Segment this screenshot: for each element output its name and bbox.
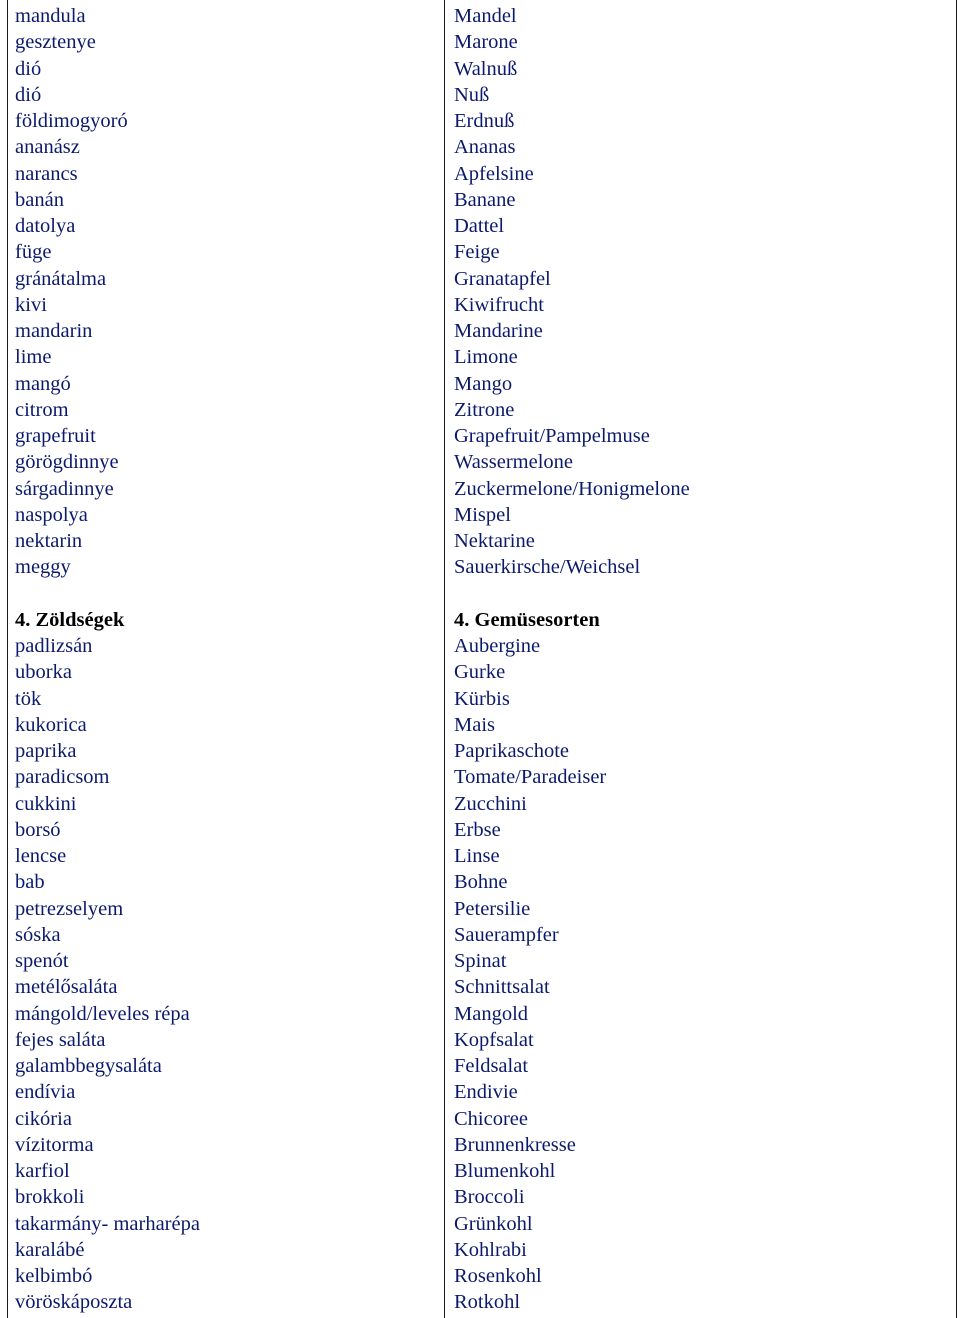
german-vegetable-item: Aubergine	[454, 635, 541, 657]
hungarian-vegetable-item: karfiol	[15, 1160, 70, 1182]
german-fruit-item: Dattel	[454, 215, 505, 237]
table-left-border	[7, 0, 8, 1318]
hungarian-fruit-item: naspolya	[15, 503, 88, 526]
german-fruit-item: Mandarine	[454, 320, 543, 342]
german-vegetable-item: Spinat	[454, 950, 507, 972]
hungarian-vegetable-item: metélősaláta	[15, 976, 118, 999]
german-vegetable-item: Tomate/Paradeiser	[454, 766, 607, 789]
german-fruit-item: Marone	[454, 31, 518, 54]
section-spacer	[454, 581, 690, 607]
hungarian-vegetable-item: padlizsán	[15, 635, 93, 657]
german-fruit-item: Apfelsine	[454, 162, 534, 185]
section-spacer	[15, 581, 200, 607]
hungarian-vegetable-item: endívia	[15, 1081, 76, 1104]
german-column	[454, 3, 690, 1316]
german-fruit-item: Erdnuß	[454, 110, 515, 132]
hungarian-vegetable-item: vízitorma	[15, 1133, 94, 1156]
german-fruit-item: Ananas	[454, 136, 516, 159]
german-vegetable-item: Erbse	[454, 818, 501, 841]
hungarian-vegetable-item: brokkoli	[15, 1186, 85, 1209]
hungarian-vegetable-item: sóska	[15, 923, 61, 946]
hungarian-fruit-item: görögdinnye	[15, 451, 119, 474]
hungarian-fruit-item: dió	[15, 57, 42, 80]
hungarian-vegetable-item: fejes saláta	[15, 1028, 106, 1051]
hungarian-fruit-item: lime	[15, 346, 52, 369]
german-vegetable-item: Feldsalat	[454, 1055, 529, 1077]
hungarian-vegetable-item: lencse	[15, 845, 67, 867]
hungarian-column	[15, 3, 200, 1316]
hungarian-fruit-item: meggy	[15, 556, 71, 579]
hungarian-vegetable-item: cikória	[15, 1107, 72, 1130]
german-fruit-item: Granatapfel	[454, 267, 551, 290]
hungarian-vegetable-item: paradicsom	[15, 766, 110, 789]
hungarian-fruit-item: citrom	[15, 398, 69, 421]
table-column-divider	[444, 0, 445, 1318]
german-fruit-item: Mandel	[454, 5, 517, 27]
hungarian-fruit-item: mandarin	[15, 320, 93, 342]
german-fruit-item: Wassermelone	[454, 451, 574, 474]
hungarian-vegetables-heading: 4. Zöldségek	[15, 608, 125, 631]
german-vegetable-item: Mangold	[454, 1002, 529, 1025]
german-vegetable-item: Petersilie	[454, 897, 531, 920]
german-vegetable-item: Kopfsalat	[454, 1028, 534, 1051]
hungarian-vegetable-item: kelbimbó	[15, 1265, 93, 1287]
german-vegetable-item: Schnittsalat	[454, 976, 550, 999]
hungarian-fruit-item: nektarin	[15, 530, 83, 552]
german-vegetable-item: Kohlrabi	[454, 1238, 527, 1261]
hungarian-vegetable-item: borsó	[15, 818, 61, 841]
german-vegetable-item: Paprikaschote	[454, 740, 569, 762]
hungarian-fruit-item: dió	[15, 83, 42, 106]
german-fruit-item: Nektarine	[454, 530, 535, 552]
hungarian-fruit-item: földimogyoró	[15, 110, 128, 132]
german-fruit-item: Kiwifrucht	[454, 293, 544, 316]
hungarian-vegetable-item: galambbegysaláta	[15, 1055, 162, 1077]
hungarian-vegetable-item: vöröskáposzta	[15, 1291, 133, 1314]
hungarian-vegetable-item: paprika	[15, 740, 77, 762]
german-fruit-item: Walnuß	[454, 57, 518, 80]
hungarian-vegetable-item: cukkini	[15, 792, 77, 815]
german-vegetable-item: Kürbis	[454, 687, 510, 710]
hungarian-fruit-item: mangó	[15, 372, 71, 395]
german-fruit-item: Grapefruit/Pampelmuse	[454, 425, 650, 447]
hungarian-fruit-item: datolya	[15, 215, 76, 237]
german-vegetables-heading: 4. Gemüsesorten	[454, 608, 600, 631]
hungarian-vegetable-item: karalábé	[15, 1238, 85, 1261]
hungarian-vegetable-item: tök	[15, 687, 42, 710]
german-fruit-item: Nuß	[454, 83, 490, 106]
hungarian-fruit-item: narancs	[15, 162, 78, 185]
hungarian-fruit-item: gesztenye	[15, 31, 96, 54]
german-vegetable-item: Gurke	[454, 661, 506, 684]
hungarian-fruit-item: sárgadinnye	[15, 477, 114, 500]
german-fruit-item: Zitrone	[454, 398, 515, 421]
table-right-border	[956, 0, 957, 1318]
hungarian-fruit-item: füge	[15, 241, 52, 264]
german-vegetable-item: Blumenkohl	[454, 1160, 556, 1182]
german-fruit-item: Mispel	[454, 503, 511, 526]
german-vegetable-item: Chicoree	[454, 1107, 528, 1130]
hungarian-vegetable-item: takarmány- marharépa	[15, 1212, 200, 1235]
german-fruit-item: Limone	[454, 346, 518, 369]
hungarian-fruit-item: ananász	[15, 136, 80, 159]
hungarian-vegetable-item: kukorica	[15, 713, 87, 736]
hungarian-vegetable-item: bab	[15, 871, 45, 894]
hungarian-vegetable-item: petrezselyem	[15, 897, 124, 920]
hungarian-vegetable-item: uborka	[15, 661, 72, 684]
german-vegetable-item: Brunnenkresse	[454, 1133, 576, 1156]
german-vegetable-item: Sauerampfer	[454, 923, 559, 946]
hungarian-fruit-item: gránátalma	[15, 267, 107, 290]
german-vegetable-item: Rotkohl	[454, 1291, 521, 1314]
hungarian-vegetable-item: mángold/leveles répa	[15, 1002, 190, 1025]
hungarian-vegetable-item: spenót	[15, 950, 69, 972]
german-vegetable-item: Broccoli	[454, 1186, 525, 1209]
hungarian-fruit-item: kivi	[15, 293, 47, 316]
german-vegetable-item: Zucchini	[454, 792, 527, 815]
hungarian-fruit-item: grapefruit	[15, 425, 96, 447]
hungarian-fruit-item: mandula	[15, 5, 86, 27]
german-vegetable-item: Mais	[454, 713, 495, 736]
hungarian-fruit-item: banán	[15, 188, 64, 211]
german-vegetable-item: Bohne	[454, 871, 508, 894]
german-vegetable-item: Grünkohl	[454, 1212, 533, 1235]
german-fruit-item: Feige	[454, 241, 500, 264]
german-fruit-item: Mango	[454, 372, 513, 395]
german-fruit-item: Zuckermelone/Honigmelone	[454, 477, 690, 500]
german-fruit-item: Banane	[454, 188, 516, 211]
german-vegetable-item: Endivie	[454, 1081, 518, 1104]
german-vegetable-item: Linse	[454, 845, 500, 867]
german-vegetable-item: Rosenkohl	[454, 1265, 542, 1287]
german-fruit-item: Sauerkirsche/Weichsel	[454, 556, 641, 579]
